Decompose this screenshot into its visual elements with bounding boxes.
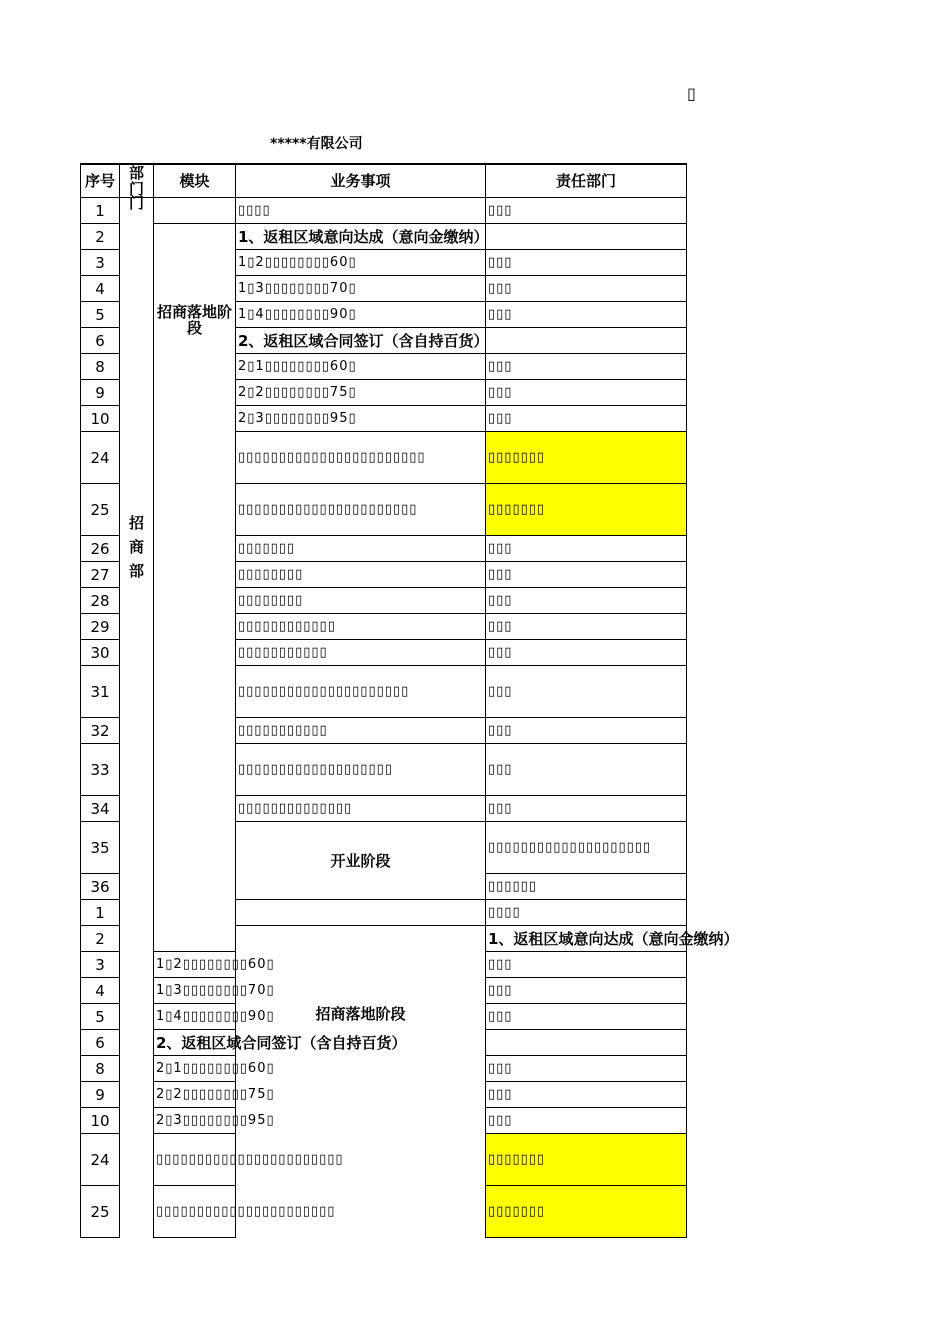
seq-cell: 32 <box>81 718 120 744</box>
seq-cell: 1 <box>81 900 120 926</box>
module-cell-opening: 开业阶段 <box>236 822 486 900</box>
seq-cell: 24 <box>81 1134 120 1186</box>
seq-cell: 1 <box>81 198 120 224</box>
resp-cell: ▯▯▯ <box>486 796 687 822</box>
table-row <box>81 198 687 224</box>
seq-cell: 3 <box>81 952 120 978</box>
resp-cell: ▯▯▯ <box>486 562 687 588</box>
seq-cell: 31 <box>81 666 120 718</box>
resp-cell: ▯▯▯ <box>486 744 687 796</box>
item-cell: 1▯3▯▯▯▯▯▯▯▯70▯ <box>236 276 486 302</box>
item-cell: 2▯2▯▯▯▯▯▯▯▯75▯ <box>154 1082 236 1108</box>
seq-cell: 26 <box>81 536 120 562</box>
seq-cell: 6 <box>81 328 120 354</box>
resp-cell-highlighted: ▯▯▯▯▯▯▯ <box>486 1186 687 1238</box>
item-cell: ▯▯▯▯▯▯▯▯▯▯▯▯▯▯▯▯▯▯▯▯▯▯▯ <box>236 432 486 484</box>
header-resp: 责任部门 <box>486 164 687 198</box>
item-cell: ▯▯▯▯▯▯▯▯▯▯▯▯▯▯▯▯▯▯▯▯▯▯ <box>236 484 486 536</box>
item-cell: ▯▯▯▯▯▯▯▯ <box>236 562 486 588</box>
seq-cell: 4 <box>81 276 120 302</box>
seq-cell: 29 <box>81 614 120 640</box>
table-row <box>81 224 687 250</box>
seq-cell: 9 <box>81 1082 120 1108</box>
resp-cell: ▯▯▯ <box>486 952 687 978</box>
seq-cell: 2 <box>81 224 120 250</box>
module-empty-cell <box>236 900 486 926</box>
company-title: *****有限公司 <box>270 136 363 152</box>
item-cell: 1▯3▯▯▯▯▯▯▯▯70▯ <box>154 978 236 1004</box>
item-cell: 2、返租区域合同签订（含自持百货） <box>154 1030 236 1056</box>
seq-cell: 9 <box>81 380 120 406</box>
dept-cell <box>120 194 154 1238</box>
resp-cell: ▯▯▯ <box>486 250 687 276</box>
item-cell: ▯▯▯▯▯▯▯▯▯▯▯▯▯▯ <box>236 796 486 822</box>
item-cell: 2▯3▯▯▯▯▯▯▯▯95▯ <box>236 406 486 432</box>
item-cell: 1▯4▯▯▯▯▯▯▯▯90▯ <box>236 302 486 328</box>
resp-cell-highlighted: ▯▯▯▯▯▯▯ <box>486 484 687 536</box>
seq-cell: 4 <box>81 978 120 1004</box>
resp-cell: ▯▯▯ <box>486 406 687 432</box>
resp-cell <box>486 1030 687 1056</box>
seq-cell: 2 <box>81 926 120 952</box>
item-cell: 2▯3▯▯▯▯▯▯▯▯95▯ <box>154 1108 236 1134</box>
item-cell: 2▯1▯▯▯▯▯▯▯▯60▯ <box>154 1056 236 1082</box>
resp-cell: ▯▯▯ <box>486 380 687 406</box>
resp-cell <box>486 224 687 250</box>
module-empty-cell <box>154 198 236 224</box>
item-cell: ▯▯▯▯▯▯▯▯▯▯▯▯▯▯▯▯▯▯▯▯▯▯ <box>154 1186 236 1238</box>
seq-cell: 5 <box>81 1004 120 1030</box>
resp-cell: ▯▯▯ <box>486 1056 687 1082</box>
dept-label-main: 招 商 部 <box>128 514 144 580</box>
seq-cell: 27 <box>81 562 120 588</box>
resp-cell-highlighted: ▯▯▯▯▯▯▯ <box>486 1134 687 1186</box>
item-cell: ▯▯▯▯▯▯▯▯▯▯▯▯▯▯▯▯▯▯▯▯▯▯▯ <box>154 1134 236 1186</box>
item-cell: 1、返租区域意向达成（意向金缴纳） <box>486 926 687 952</box>
table-header-row <box>81 164 687 198</box>
seq-cell: 34 <box>81 796 120 822</box>
seq-cell: 5 <box>81 302 120 328</box>
seq-cell: 10 <box>81 406 120 432</box>
resp-cell <box>486 328 687 354</box>
resp-cell: ▯▯▯ <box>486 640 687 666</box>
item-cell: ▯▯▯▯▯▯▯▯▯▯▯▯▯▯▯▯▯▯▯▯▯ <box>236 666 486 718</box>
resp-cell: ▯▯▯ <box>486 302 687 328</box>
module-cell-landing: 招商落地阶段 <box>154 224 236 952</box>
resp-cell: ▯▯▯ <box>486 536 687 562</box>
seq-cell: 30 <box>81 640 120 666</box>
resp-cell: ▯▯▯ <box>486 1004 687 1030</box>
resp-cell: ▯▯▯ <box>486 718 687 744</box>
resp-cell: ▯▯▯ <box>486 1108 687 1134</box>
resp-cell: ▯▯▯ <box>486 354 687 380</box>
seq-cell: 28 <box>81 588 120 614</box>
header-dept: 部门 <box>120 164 154 198</box>
item-cell: 2▯2▯▯▯▯▯▯▯▯75▯ <box>236 380 486 406</box>
resp-cell: ▯▯▯ <box>486 276 687 302</box>
seq-cell: 3 <box>81 250 120 276</box>
item-cell: ▯▯▯▯▯▯▯▯▯▯▯ <box>236 640 486 666</box>
seq-cell: 36 <box>81 874 120 900</box>
resp-cell: ▯▯▯ <box>486 588 687 614</box>
seq-cell: 8 <box>81 1056 120 1082</box>
dept-label-top: 门 <box>128 194 144 212</box>
resp-cell: ▯▯▯ <box>486 666 687 718</box>
seq-cell: 35 <box>81 822 120 874</box>
item-cell: ▯▯▯▯▯▯▯▯▯▯▯ <box>236 718 486 744</box>
item-cell: 1▯2▯▯▯▯▯▯▯▯60▯ <box>154 952 236 978</box>
item-cell: 1▯4▯▯▯▯▯▯▯▯90▯ <box>154 1004 236 1030</box>
header-module: 模块 <box>154 164 236 198</box>
item-cell: ▯▯▯▯▯▯▯▯ <box>236 588 486 614</box>
seq-cell: 33 <box>81 744 120 796</box>
header-seq: 序号 <box>81 164 120 198</box>
module-cell-landing-2: 招商落地阶段 <box>236 926 486 1238</box>
item-cell: ▯▯▯▯▯▯▯▯▯▯▯▯▯▯▯▯▯▯▯ <box>236 744 486 796</box>
seq-cell: 25 <box>81 1186 120 1238</box>
item-cell: ▯▯▯▯ <box>236 198 486 224</box>
item-cell: 1、返租区域意向达成（意向金缴纳） <box>236 224 486 250</box>
resp-cell: ▯▯▯ <box>486 1082 687 1108</box>
seq-cell: 10 <box>81 1108 120 1134</box>
item-cell: 1▯2▯▯▯▯▯▯▯▯60▯ <box>236 250 486 276</box>
item-cell: ▯▯▯▯ <box>486 900 687 926</box>
item-cell: 2▯1▯▯▯▯▯▯▯▯60▯ <box>236 354 486 380</box>
item-cell: ▯▯▯▯▯▯ <box>486 874 687 900</box>
item-cell: ▯▯▯▯▯▯▯▯▯▯▯▯▯▯▯▯▯▯▯▯ <box>486 822 687 874</box>
resp-cell: ▯▯▯ <box>486 978 687 1004</box>
corner-mark: ▯ <box>687 84 696 103</box>
header-item: 业务事项 <box>236 164 486 198</box>
item-cell: ▯▯▯▯▯▯▯ <box>236 536 486 562</box>
resp-cell-highlighted: ▯▯▯▯▯▯▯ <box>486 432 687 484</box>
seq-cell: 8 <box>81 354 120 380</box>
business-matrix-table <box>80 163 739 1238</box>
resp-cell: ▯▯▯ <box>486 198 687 224</box>
seq-cell: 25 <box>81 484 120 536</box>
item-cell: 2、返租区域合同签订（含自持百货） <box>236 328 486 354</box>
seq-cell: 6 <box>81 1030 120 1056</box>
resp-cell: ▯▯▯ <box>486 614 687 640</box>
item-cell: ▯▯▯▯▯▯▯▯▯▯▯▯ <box>236 614 486 640</box>
seq-cell: 24 <box>81 432 120 484</box>
